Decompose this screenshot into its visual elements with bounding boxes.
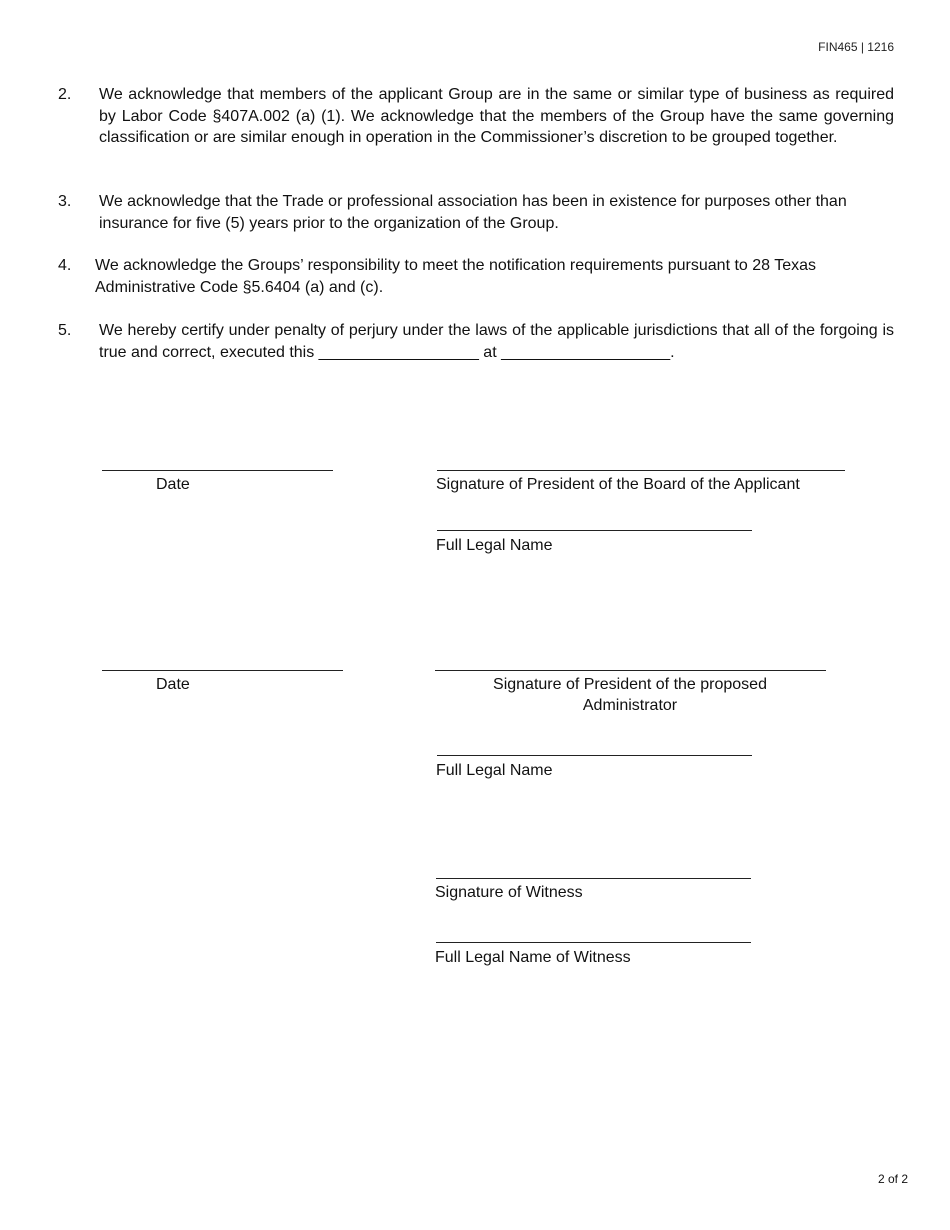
date-line-2[interactable]: [102, 670, 343, 671]
full-legal-name-label-2: Full Legal Name: [436, 762, 553, 779]
item-text: We acknowledge that the Trade or professional association has been in existence for purposes other than insurance for five (5) years prior to the organization of the Group.: [99, 193, 847, 232]
witness-signature-label: Signature of Witness: [435, 884, 583, 901]
president-board-signature-line[interactable]: [437, 470, 845, 471]
administrator-signature-line[interactable]: [435, 670, 826, 671]
item-number: 5.: [58, 322, 72, 339]
list-item-4: [58, 255, 894, 301]
item-text: We acknowledge the Groups’ responsibility to meet the notification requirements pursuant to 28 Texas Administrative Code §5.6404 (a) and (c).: [95, 257, 816, 296]
witness-signature-line[interactable]: [436, 878, 751, 879]
list-item-3: [58, 191, 894, 237]
date-line-1[interactable]: [102, 470, 333, 471]
item-number: 3.: [58, 193, 72, 210]
form-id: FIN465 | 1216: [818, 40, 894, 54]
full-legal-name-line-2[interactable]: [437, 755, 752, 756]
list-item-2: [58, 84, 894, 174]
president-board-signature-label: Signature of President of the Board of the Applicant: [436, 476, 800, 493]
item-number: 4.: [58, 257, 72, 274]
page-number: 2 of 2: [877, 1172, 908, 1186]
date-label-2: Date: [156, 676, 190, 693]
item-text: We hereby certify under penalty of perjury under the laws of the applicable jurisdictions that all of the forgoing is true and correct, executed this __________________ at ___________________.: [99, 322, 894, 361]
date-label-1: Date: [156, 476, 190, 493]
administrator-signature-label: Signature of President of the proposed Administrator: [493, 676, 767, 714]
full-legal-name-label-1: Full Legal Name: [436, 537, 553, 554]
full-legal-name-line-1[interactable]: [437, 530, 752, 531]
witness-name-line[interactable]: [436, 942, 751, 943]
item-number: 2.: [58, 86, 72, 103]
item-text: We acknowledge that members of the applicant Group are in the same or similar type of business as required by Labor Code §407A.002 (a) (1). We acknowledge that the members of the Group have the same governing classification or are similar enough in operation in the Commissioner’s discretion to be grouped together.: [99, 86, 894, 146]
list-item-5: [58, 320, 894, 366]
witness-name-label: Full Legal Name of Witness: [435, 949, 631, 966]
